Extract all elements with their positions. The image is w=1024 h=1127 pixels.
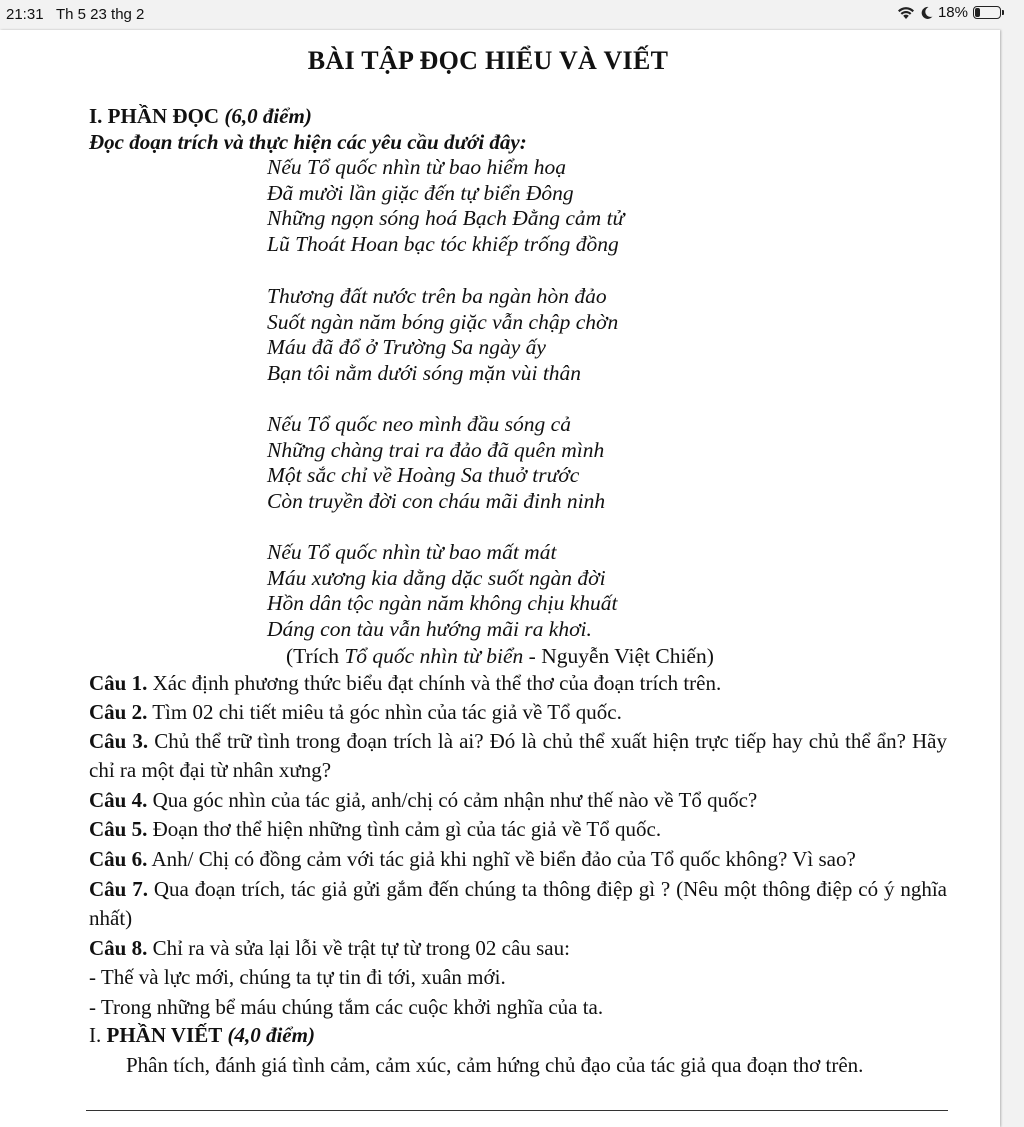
question-2: [89, 698, 947, 727]
reading-heading: I. PHẦN ĐỌC: [89, 104, 220, 128]
poem-line: Đã mười lần giặc đến tự biển Đông: [267, 180, 574, 205]
document-page[interactable]: [0, 30, 1000, 1127]
question-label: Câu 1.: [89, 671, 148, 695]
battery-cap: [1002, 10, 1004, 15]
citation-work: Tổ quốc nhìn từ biển: [344, 644, 524, 668]
footer-divider: [86, 1110, 948, 1111]
page-title: BÀI TẬP ĐỌC HIỂU VÀ VIẾT: [307, 46, 669, 75]
question-label: Câu 3.: [89, 729, 149, 753]
battery-percent: 18%: [937, 4, 968, 21]
poem-line: Một sắc chỉ về Hoàng Sa thuở trước: [267, 463, 580, 488]
battery-level-fill: [975, 8, 980, 17]
question-1: [89, 669, 947, 698]
question-text: Chỉ ra và sửa lại lỗi về trật tự từ trong 02 câu sau:: [147, 936, 570, 960]
poem-line: Thương đất nước trên ba ngàn hòn đảo: [267, 284, 607, 308]
poem-line: Còn truyền đời con cháu mãi đinh ninh: [267, 489, 606, 514]
writing-points: (4,0 điểm): [222, 1023, 315, 1047]
status-right-group: [897, 4, 1004, 21]
question-label: Câu 7.: [89, 877, 148, 901]
status-date: Th 5 23 thg 2: [56, 6, 145, 23]
question-label: Câu 8.: [89, 936, 148, 960]
writing-heading-line: [89, 1023, 315, 1048]
question-text: Qua đoạn trích, tác giả gửi gắm đến chúng ta thông điệp gì ? (Nêu một thông điệp có ý nghĩa nhất): [89, 877, 947, 930]
question-text: Tìm 02 chi tiết miêu tả góc nhìn của tác giả về Tổ quốc.: [147, 700, 622, 724]
status-bar: [0, 0, 1024, 30]
question-text: Chủ thể trữ tình trong đoạn trích là ai? Đó là chủ thể xuất hiện trực tiếp hay chủ thể ẩn? Hãy chỉ ra một đại từ nhân xưng?: [89, 729, 947, 782]
poem-line: Nếu Tổ quốc neo mình đầu sóng cả: [267, 412, 571, 436]
status-time: 21:31: [6, 6, 44, 23]
poem-citation: [286, 644, 714, 669]
writing-heading-roman: I.: [89, 1023, 107, 1047]
question-text: Anh/ Chị có đồng cảm với tác giả khi nghĩ về biển đảo của Tổ quốc không? Vì sao?: [147, 847, 856, 871]
poem-stanza-2: [267, 284, 618, 387]
poem-stanza-4: [267, 540, 618, 643]
question-label: Câu 5.: [89, 817, 148, 841]
poem-line: Những ngọn sóng hoá Bạch Đằng cảm tử: [267, 206, 625, 231]
question-7: [89, 875, 947, 933]
battery-icon: [973, 6, 1001, 19]
writing-heading: PHẦN VIẾT: [106, 1023, 223, 1047]
poem-stanza-1: [267, 155, 624, 258]
poem-line: Máu xương kia dằng dặc suốt ngàn đời: [267, 565, 606, 590]
question-text: Xác định phương thức biểu đạt chính và thể thơ của đoạn trích trên.: [147, 671, 722, 695]
poem-line: Dáng con tàu vẫn hướng mãi ra khơi.: [267, 617, 592, 642]
question-label: Câu 4.: [89, 788, 148, 812]
poem-line: Máu đã đổ ở Trường Sa ngày ấy: [267, 335, 546, 360]
moon-icon: [920, 6, 933, 20]
poem-stanza-3: [267, 412, 605, 515]
wifi-icon: [897, 6, 915, 20]
poem-line: Nếu Tổ quốc nhìn từ bao hiểm hoạ: [267, 155, 566, 179]
poem-line: Lũ Thoát Hoan bạc tóc khiếp trống đồng: [267, 232, 619, 257]
citation-prefix: (Trích: [286, 644, 345, 668]
question-6: [89, 845, 947, 874]
q8-sentence-1: - Thế và lực mới, chúng ta tự tin đi tới, xuân mới.: [89, 965, 506, 989]
reading-instruction: Đọc đoạn trích và thực hiện các yêu cầu dưới đây:: [89, 130, 527, 154]
question-text: Đoạn thơ thể hiện những tình cảm gì của tác giả về Tổ quốc.: [147, 817, 662, 841]
poem-line: Hồn dân tộc ngàn năm không chịu khuất: [267, 591, 618, 616]
q8-sentence-2: - Trong những bể máu chúng tắm các cuộc khởi nghĩa của ta.: [89, 995, 604, 1019]
poem-line: Bạn tôi nằm dưới sóng mặn vùi thân: [267, 361, 582, 386]
poem-line: Những chàng trai ra đảo đã quên mình: [267, 437, 605, 462]
reading-heading-line: [89, 104, 312, 129]
question-3: [89, 727, 947, 785]
question-label: Câu 2.: [89, 700, 148, 724]
writing-task: Phân tích, đánh giá tình cảm, cảm xúc, cảm hứng chủ đạo của tác giả qua đoạn thơ trên.: [126, 1053, 864, 1077]
question-text: Qua góc nhìn của tác giả, anh/chị có cảm nhận như thế nào về Tổ quốc?: [147, 788, 758, 812]
poem-line: Nếu Tổ quốc nhìn từ bao mất mát: [267, 540, 557, 564]
poem-line: Suốt ngàn năm bóng giặc vẫn chập chờn: [267, 309, 619, 334]
citation-suffix: - Nguyễn Việt Chiến): [523, 644, 714, 668]
question-8: [89, 934, 947, 963]
reading-points: (6,0 điểm): [224, 104, 312, 128]
question-5: [89, 815, 947, 844]
question-4: [89, 786, 947, 815]
question-label: Câu 6.: [89, 847, 148, 871]
